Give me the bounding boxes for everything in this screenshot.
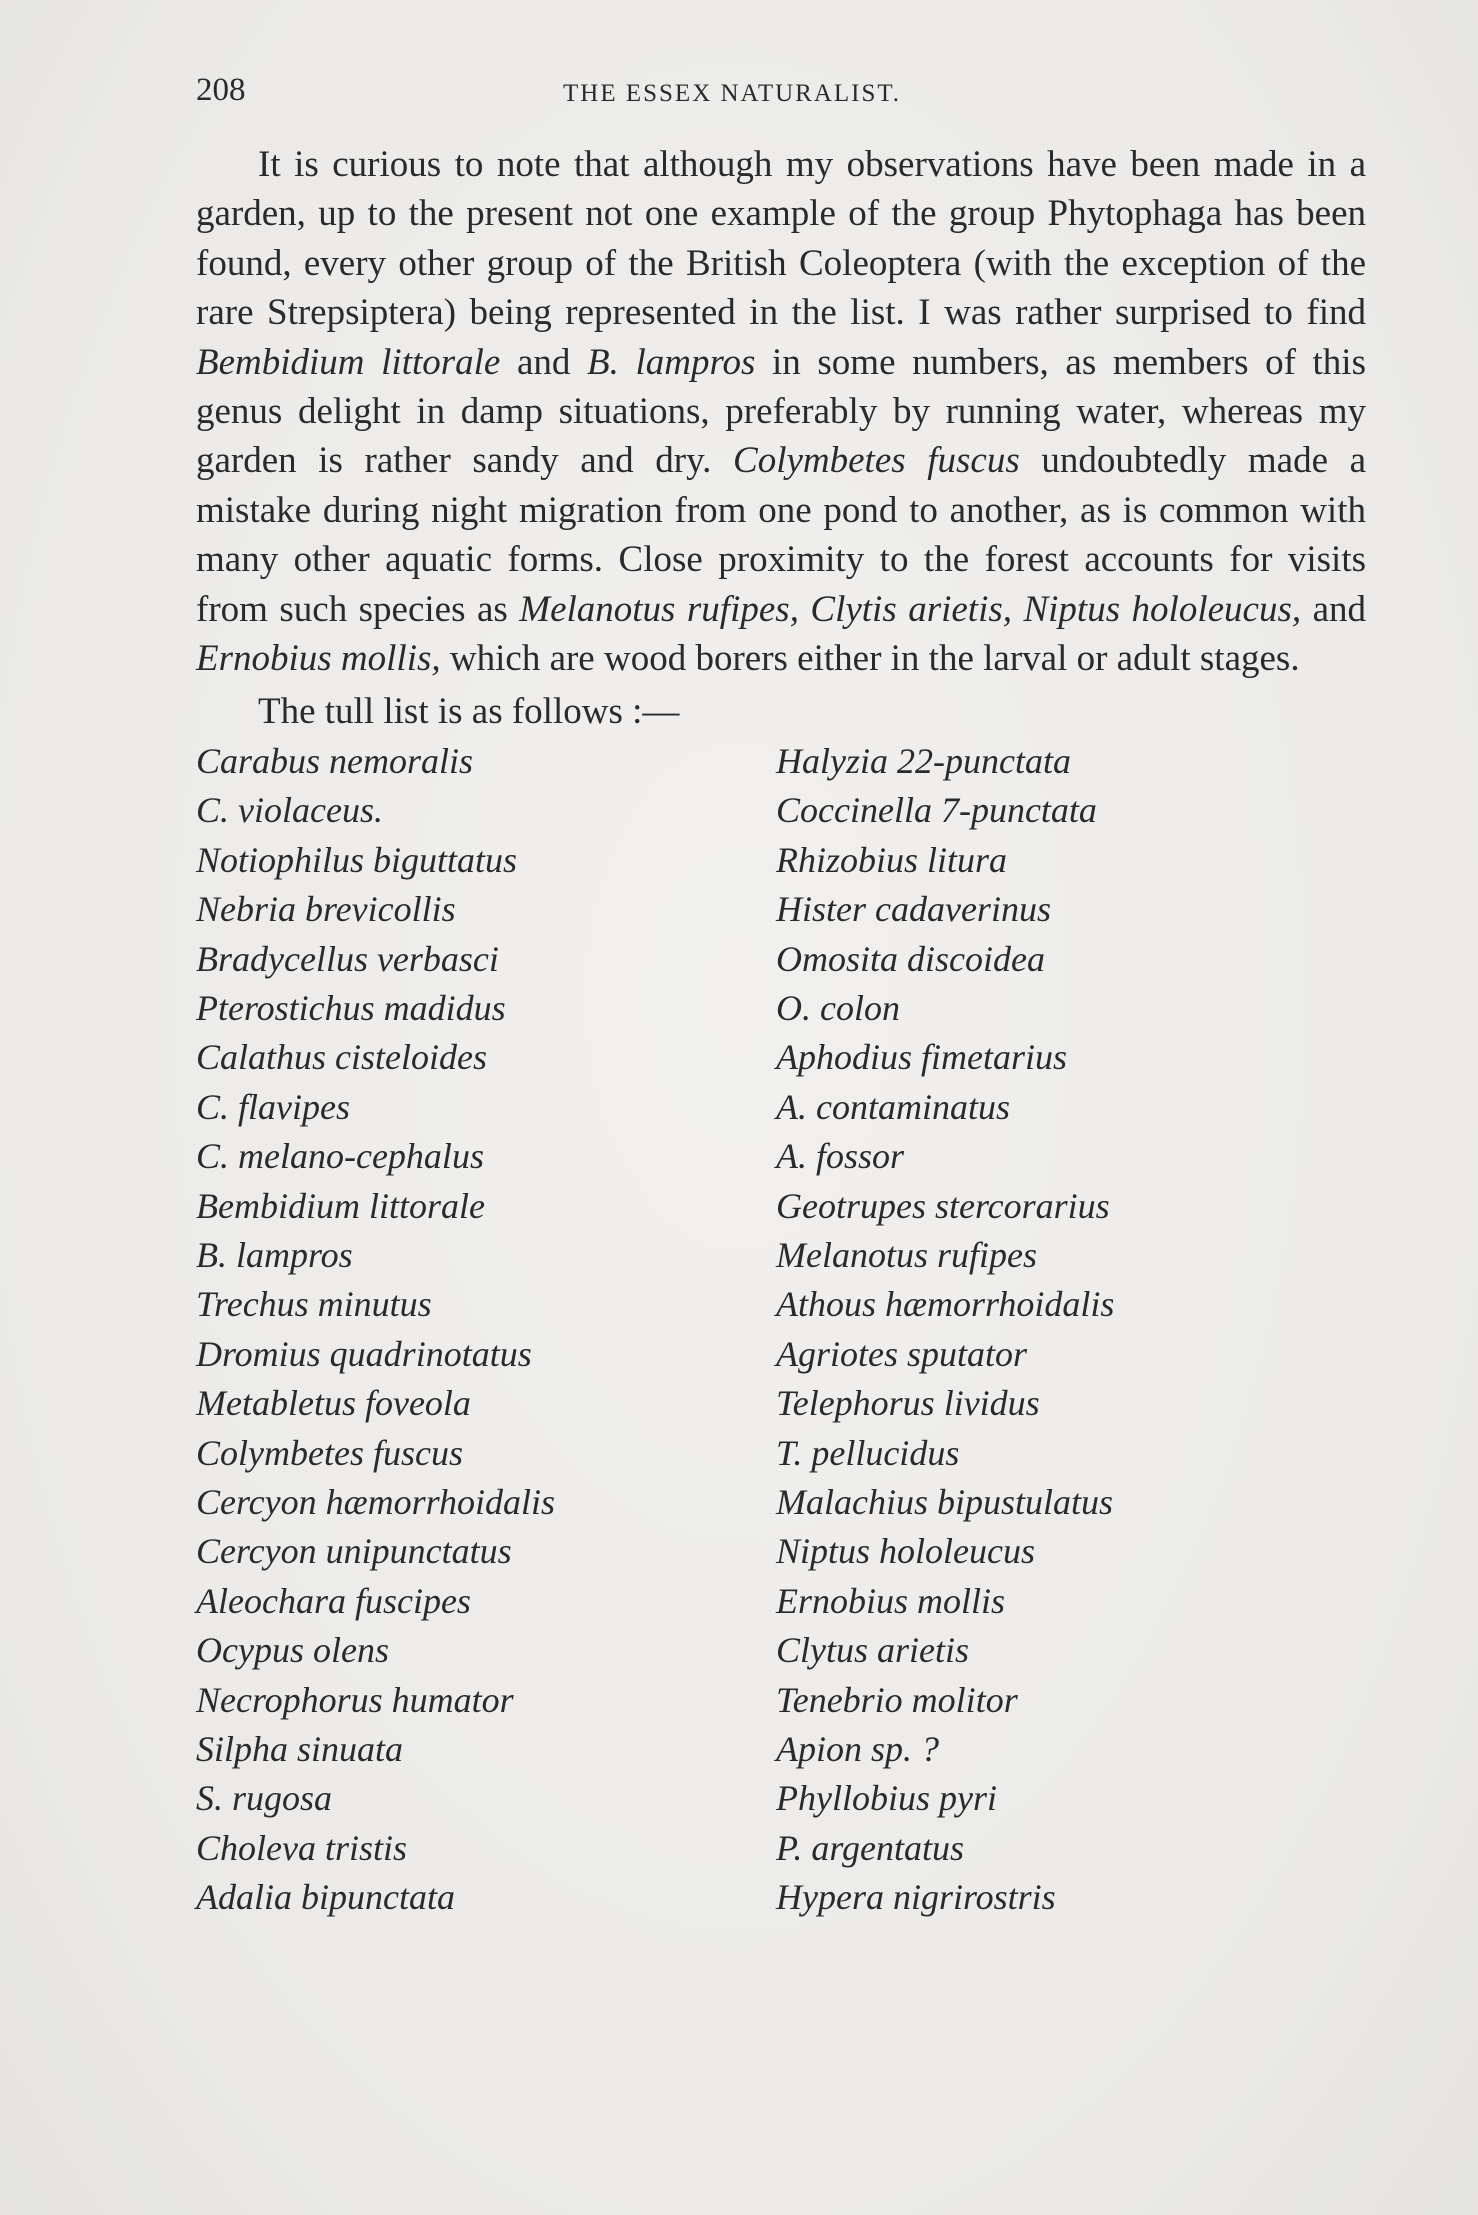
species-name: S. rugosa xyxy=(196,1778,333,1819)
species-name: C. violaceus. xyxy=(196,790,383,831)
species-name: Clytus arietis xyxy=(776,1630,970,1671)
paragraph-italic-run: Colymbetes fuscus xyxy=(733,440,1020,482)
species-name: Phyllobius pyri xyxy=(776,1778,997,1819)
species-name: Ernobius mollis xyxy=(776,1580,1006,1621)
running-title: THE ESSEX NATURALIST. xyxy=(563,80,902,107)
species-name: A. fossor xyxy=(776,1136,905,1177)
species-name: Rhizobius litura xyxy=(776,839,1008,880)
species-name: Necrophorus humator xyxy=(196,1679,514,1720)
species-name: Metabletus foveola xyxy=(196,1383,471,1424)
species-name: Omosita discoidea xyxy=(776,938,1045,979)
species-name: Cercyon unipunctatus xyxy=(196,1531,512,1572)
paragraph-text-run: and xyxy=(500,341,588,383)
species-name: Hypera nigrirostris xyxy=(776,1877,1056,1918)
species-name: Malachius bipustulatus xyxy=(776,1481,1114,1522)
species-name: C. melano-cephalus xyxy=(196,1136,484,1177)
species-name: Aphodius fimetarius xyxy=(776,1037,1068,1078)
paragraph-text-run: undoubtedly made a mistake during night migration from one pond to another, as is common with many other aquatic forms. Close proximity to the forest accounts for visits from such species as xyxy=(196,440,1367,630)
species-name: Ocypus olens xyxy=(196,1630,389,1671)
species-name: T. pellucidus xyxy=(776,1432,960,1473)
page-number: 208 xyxy=(196,72,246,108)
species-name: C. flavipes xyxy=(196,1086,350,1127)
paragraph-italic-run: B. lampros xyxy=(587,341,756,383)
species-name: Colymbetes fuscus xyxy=(196,1432,463,1473)
paragraph-text-run: and xyxy=(1301,588,1366,630)
species-name: Geotrupes stercorarius xyxy=(776,1185,1110,1226)
species-name: Silpha sinuata xyxy=(196,1729,404,1769)
species-name: B. lampros xyxy=(196,1234,353,1275)
page-header xyxy=(196,72,1366,112)
paragraph-italic-run: Ernobius mollis, xyxy=(196,638,441,680)
paragraph-italic-run: Melanotus rufipes, Clytis arietis, Niptus hololeucus, xyxy=(519,588,1302,630)
species-name: Athous hæmorrhoidalis xyxy=(776,1284,1115,1325)
species-column-right xyxy=(776,737,1366,1923)
species-name: Bembidium littorale xyxy=(196,1185,485,1226)
species-name: Apion sp. ? xyxy=(776,1729,940,1769)
species-name: Tenebrio molitor xyxy=(776,1679,1018,1720)
species-name: Trechus minutus xyxy=(196,1284,432,1325)
species-name: Cercyon hæmorrhoidalis xyxy=(196,1481,556,1522)
paragraph-text-run: in some numbers, as members of this genus delight in damp situations, preferably by running water, whereas my garden is rather sandy and dry. xyxy=(196,341,1366,482)
species-name: P. argentatus xyxy=(776,1827,965,1868)
species-name: Aleochara fuscipes xyxy=(196,1580,471,1621)
body-text xyxy=(196,140,1366,1923)
species-name: Niptus hololeucus xyxy=(776,1531,1035,1572)
species-column-left xyxy=(196,737,776,1923)
intro-paragraph xyxy=(196,140,1366,683)
species-name: Agriotes sputator xyxy=(776,1333,1028,1374)
species-name: Bradycellus verbasci xyxy=(196,938,499,979)
species-name: Notiophilus biguttatus xyxy=(196,839,518,880)
paragraph-text-run: which are wood borers either in the larval or adult stages. xyxy=(440,638,1300,680)
species-name: Carabus nemoralis xyxy=(196,740,474,781)
species-name: Halyzia 22-punctata xyxy=(776,740,1071,781)
species-name: Dromius quadrinotatus xyxy=(196,1333,532,1374)
species-name: Hister cadaverinus xyxy=(776,889,1051,930)
species-name: Melanotus rufipes xyxy=(776,1234,1037,1275)
list-intro: The tull list is as follows :— xyxy=(258,691,680,733)
species-name: Coccinella 7-punctata xyxy=(776,790,1097,831)
species-list xyxy=(196,737,1366,1923)
paragraph-text-run: It is curious to note that although my observations have been made in a garden, up to the present not one example of the group Phytophaga has been found, every other group of the British Coleoptera (with the exception of the rare Strepsiptera) being represented in the list. I was rather surprised to find xyxy=(196,144,1366,334)
species-name: A. contaminatus xyxy=(776,1086,1010,1127)
species-name: Pterostichus madidus xyxy=(196,987,506,1028)
paragraph-italic-run: Bembidium littorale xyxy=(196,341,501,383)
species-name: Choleva tristis xyxy=(196,1827,408,1868)
species-name: Adalia bipunctata xyxy=(196,1877,455,1918)
species-name: O. colon xyxy=(776,987,900,1028)
species-name: Calathus cisteloides xyxy=(196,1037,487,1078)
species-name: Telephorus lividus xyxy=(776,1383,1040,1424)
species-name: Nebria brevicollis xyxy=(196,889,456,930)
